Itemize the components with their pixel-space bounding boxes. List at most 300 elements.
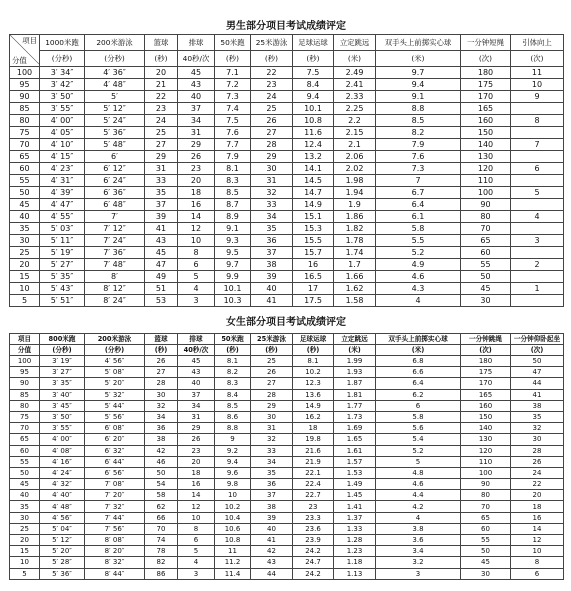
value-cell: 10.8 xyxy=(215,535,251,546)
value-cell: 140 xyxy=(461,423,511,434)
boys-column-header: 立定跳远 xyxy=(334,35,376,51)
value-cell: 1.62 xyxy=(334,283,376,295)
value-cell: 45 xyxy=(178,356,215,367)
value-cell: 6′ 20″ xyxy=(85,434,145,445)
boys-table-row xyxy=(10,223,564,235)
girls-unit-header: (次) xyxy=(511,345,564,356)
value-cell: 7.6 xyxy=(215,127,251,139)
value-cell: 5′ 04″ xyxy=(40,523,85,534)
girls-unit-header: (米) xyxy=(376,345,461,356)
value-cell: 7′ 48″ xyxy=(85,259,145,271)
value-cell: 7′ 20″ xyxy=(85,490,145,501)
value-cell: 14.5 xyxy=(293,175,334,187)
value-cell: 45 xyxy=(461,283,511,295)
girls-table-row xyxy=(10,535,564,546)
value-cell: 19.8 xyxy=(293,434,334,445)
value-cell: 3′ 50″ xyxy=(40,91,85,103)
value-cell: 5′ 35″ xyxy=(40,271,85,283)
value-cell: 6 xyxy=(511,568,564,579)
value-cell: 38 xyxy=(145,434,178,445)
girls-table-row xyxy=(10,378,564,389)
value-cell: 14.1 xyxy=(293,163,334,175)
value-cell: 9.6 xyxy=(215,467,251,478)
value-cell: 39 xyxy=(251,512,293,523)
value-cell: 38 xyxy=(251,259,293,271)
value-cell: 37 xyxy=(251,247,293,259)
value-cell: 36 xyxy=(251,479,293,490)
score-cell: 45 xyxy=(10,199,40,211)
value-cell: 5′ 24″ xyxy=(85,115,145,127)
value-cell: 15.3 xyxy=(293,223,334,235)
value-cell: 17.5 xyxy=(293,295,334,307)
value-cell: 5′ 44″ xyxy=(85,400,145,411)
value-cell: 26 xyxy=(178,434,215,445)
value-cell: 8.8 xyxy=(376,103,461,115)
value-cell: 1.74 xyxy=(334,247,376,259)
score-cell: 90 xyxy=(10,378,40,389)
value-cell: 5.4 xyxy=(376,434,461,445)
boys-column-header: 双手头上前掷实心球 xyxy=(376,35,461,51)
value-cell: 7.4 xyxy=(215,103,251,115)
value-cell: 4′ 24″ xyxy=(40,467,85,478)
value-cell: 41 xyxy=(511,389,564,400)
value-cell: 16.5 xyxy=(293,271,334,283)
value-cell xyxy=(511,223,564,235)
value-cell: 6′ 56″ xyxy=(85,467,145,478)
value-cell xyxy=(511,175,564,187)
value-cell: 5′ 43″ xyxy=(40,283,85,295)
value-cell: 14 xyxy=(178,490,215,501)
boys-column-header: 50米跑 xyxy=(215,35,251,51)
value-cell: 175 xyxy=(461,79,511,91)
value-cell: 29 xyxy=(251,151,293,163)
boys-table-row xyxy=(10,115,564,127)
value-cell: 50 xyxy=(461,271,511,283)
girls-table-row xyxy=(10,445,564,456)
value-cell: 9.5 xyxy=(215,247,251,259)
value-cell: 9.9 xyxy=(215,271,251,283)
boys-unit-header: 40秒/次 xyxy=(178,51,215,67)
value-cell: 4 xyxy=(511,211,564,223)
value-cell: 4′ 40″ xyxy=(40,490,85,501)
boys-column-header: 200米游泳 xyxy=(85,35,145,51)
value-cell: 28 xyxy=(251,389,293,400)
girls-table-row xyxy=(10,356,564,367)
boys-unit-header: (秒) xyxy=(251,51,293,67)
value-cell: 10 xyxy=(178,235,215,247)
score-cell: 20 xyxy=(10,259,40,271)
value-cell: 43 xyxy=(178,79,215,91)
value-cell xyxy=(511,271,564,283)
value-cell: 3′ 42″ xyxy=(40,79,85,91)
value-cell: 5′ 27″ xyxy=(40,259,85,271)
value-cell: 1.49 xyxy=(334,479,376,490)
score-cell: 100 xyxy=(10,67,40,79)
value-cell: 28 xyxy=(251,139,293,151)
value-cell: 11.4 xyxy=(215,568,251,579)
value-cell: 23 xyxy=(293,501,334,512)
value-cell: 4.4 xyxy=(376,490,461,501)
value-cell: 8.1 xyxy=(215,356,251,367)
value-cell: 36 xyxy=(145,423,178,434)
value-cell: 4′ 23″ xyxy=(40,163,85,175)
score-cell: 30 xyxy=(10,512,40,523)
value-cell: 6 xyxy=(178,535,215,546)
value-cell: 16 xyxy=(511,512,564,523)
value-cell: 4.6 xyxy=(376,271,461,283)
score-cell: 25 xyxy=(10,247,40,259)
value-cell: 4.8 xyxy=(376,467,461,478)
value-cell: 14 xyxy=(511,523,564,534)
girls-table-row xyxy=(10,389,564,400)
score-cell: 50 xyxy=(10,187,40,199)
value-cell: 58 xyxy=(145,490,178,501)
value-cell: 16 xyxy=(178,199,215,211)
value-cell: 31 xyxy=(251,423,293,434)
boys-unit-header: (米) xyxy=(376,51,461,67)
value-cell: 70 xyxy=(461,501,511,512)
value-cell: 16 xyxy=(293,259,334,271)
value-cell: 5′ 36″ xyxy=(85,127,145,139)
value-cell: 4 xyxy=(376,295,461,307)
boys-table-row xyxy=(10,235,564,247)
value-cell: 6′ 36″ xyxy=(85,187,145,199)
value-cell: 34 xyxy=(251,456,293,467)
value-cell: 80 xyxy=(461,211,511,223)
value-cell: 1.77 xyxy=(334,400,376,411)
score-cell: 10 xyxy=(10,557,40,568)
value-cell: 22 xyxy=(251,67,293,79)
value-cell: 110 xyxy=(461,175,511,187)
value-cell: 3′ 45″ xyxy=(40,400,85,411)
value-cell: 4′ 48″ xyxy=(85,79,145,91)
value-cell: 39 xyxy=(145,211,178,223)
value-cell: 2.33 xyxy=(334,91,376,103)
value-cell: 5 xyxy=(376,456,461,467)
value-cell: 6′ 12″ xyxy=(85,163,145,175)
value-cell: 7′ xyxy=(85,211,145,223)
value-cell: 7.2 xyxy=(215,79,251,91)
value-cell: 180 xyxy=(461,67,511,79)
value-cell: 9.4 xyxy=(376,79,461,91)
value-cell: 6.1 xyxy=(376,211,461,223)
girls-table-row xyxy=(10,523,564,534)
boys-table-row xyxy=(10,163,564,175)
value-cell: 46 xyxy=(145,456,178,467)
value-cell: 5′ 08″ xyxy=(85,367,145,378)
value-cell: 29 xyxy=(145,151,178,163)
value-cell: 8.9 xyxy=(215,211,251,223)
value-cell: 12 xyxy=(511,535,564,546)
value-cell: 43 xyxy=(251,557,293,568)
value-cell: 5′ 51″ xyxy=(40,295,85,307)
value-cell: 130 xyxy=(461,434,511,445)
value-cell: 4′ 56″ xyxy=(85,356,145,367)
value-cell: 10 xyxy=(511,546,564,557)
value-cell: 10 xyxy=(215,490,251,501)
value-cell: 2.06 xyxy=(334,151,376,163)
value-cell: 8.1 xyxy=(215,163,251,175)
value-cell: 30 xyxy=(511,434,564,445)
value-cell: 4′ 55″ xyxy=(40,211,85,223)
value-cell: 1.69 xyxy=(334,423,376,434)
value-cell: 3.4 xyxy=(376,546,461,557)
value-cell: 6′ 08″ xyxy=(85,423,145,434)
score-cell: 60 xyxy=(10,445,40,456)
value-cell xyxy=(511,247,564,259)
value-cell: 1.37 xyxy=(334,512,376,523)
value-cell: 4′ 47″ xyxy=(40,199,85,211)
value-cell: 8.8 xyxy=(215,423,251,434)
girls-unit-header: (次) xyxy=(461,345,511,356)
value-cell: 175 xyxy=(461,367,511,378)
boys-unit-header: (米) xyxy=(334,51,376,67)
score-cell: 15 xyxy=(10,271,40,283)
girls-table-row xyxy=(10,367,564,378)
value-cell: 5.8 xyxy=(376,411,461,422)
value-cell: 3.8 xyxy=(376,523,461,534)
value-cell: 45 xyxy=(461,557,511,568)
value-cell: 5′ 32″ xyxy=(85,389,145,400)
value-cell: 20 xyxy=(145,67,178,79)
value-cell: 12.4 xyxy=(293,139,334,151)
value-cell xyxy=(511,295,564,307)
value-cell: 5.2 xyxy=(376,445,461,456)
value-cell: 14.9 xyxy=(293,400,334,411)
value-cell: 1.73 xyxy=(334,411,376,422)
value-cell: 1.41 xyxy=(334,501,376,512)
value-cell: 15.1 xyxy=(293,211,334,223)
value-cell: 100 xyxy=(461,467,511,478)
value-cell: 65 xyxy=(461,235,511,247)
value-cell: 20 xyxy=(178,175,215,187)
boys-column-header: 1000米跑 xyxy=(40,35,85,51)
value-cell: 5′ xyxy=(85,91,145,103)
value-cell: 1.13 xyxy=(334,568,376,579)
value-cell: 3′ 19″ xyxy=(40,356,85,367)
value-cell: 1.78 xyxy=(334,235,376,247)
boys-column-header: 排球 xyxy=(178,35,215,51)
value-cell: 4 xyxy=(376,512,461,523)
value-cell: 7.3 xyxy=(215,91,251,103)
value-cell: 6.7 xyxy=(376,187,461,199)
boys-table-row xyxy=(10,91,564,103)
boys-table-row xyxy=(10,211,564,223)
value-cell: 7.6 xyxy=(376,151,461,163)
value-cell: 40 xyxy=(178,378,215,389)
value-cell: 6 xyxy=(376,400,461,411)
girls-table-row xyxy=(10,467,564,478)
value-cell: 4′ 00″ xyxy=(40,434,85,445)
value-cell: 26 xyxy=(145,356,178,367)
score-cell: 65 xyxy=(10,151,40,163)
value-cell: 65 xyxy=(461,512,511,523)
value-cell: 1.81 xyxy=(334,389,376,400)
value-cell: 32 xyxy=(145,400,178,411)
value-cell: 80 xyxy=(461,490,511,501)
value-cell: 8′ 24″ xyxy=(85,295,145,307)
value-cell: 8 xyxy=(511,115,564,127)
value-cell: 7.3 xyxy=(376,163,461,175)
score-cell: 40 xyxy=(10,490,40,501)
value-cell: 18 xyxy=(178,187,215,199)
value-cell: 74 xyxy=(145,535,178,546)
value-cell: 7′ 12″ xyxy=(85,223,145,235)
value-cell: 4 xyxy=(178,557,215,568)
value-cell: 3′ 34″ xyxy=(40,67,85,79)
value-cell: 30 xyxy=(461,295,511,307)
value-cell: 8.5 xyxy=(376,115,461,127)
value-cell: 1.45 xyxy=(334,490,376,501)
value-cell: 31 xyxy=(178,127,215,139)
value-cell: 8.6 xyxy=(215,411,251,422)
value-cell: 9.4 xyxy=(293,91,334,103)
value-cell: 37 xyxy=(178,389,215,400)
value-cell: 8.3 xyxy=(215,378,251,389)
boys-unit-header: (分秒) xyxy=(40,51,85,67)
boys-header-row-1 xyxy=(10,35,564,51)
value-cell: 1.61 xyxy=(334,445,376,456)
girls-table-title: 女生部分项目考试成绩评定 xyxy=(226,317,346,328)
value-cell: 22.1 xyxy=(293,467,334,478)
girls-unit-header: 40秒/次 xyxy=(178,345,215,356)
value-cell: 1.33 xyxy=(334,523,376,534)
value-cell: 37 xyxy=(251,490,293,501)
boys-table-row xyxy=(10,175,564,187)
value-cell: 22 xyxy=(145,91,178,103)
value-cell: 62 xyxy=(145,501,178,512)
value-cell: 8′ 20″ xyxy=(85,546,145,557)
boys-table-title: 男生部分项目考试成绩评定 xyxy=(226,21,346,32)
value-cell: 4′ 48″ xyxy=(40,501,85,512)
value-cell xyxy=(511,199,564,211)
corner-label-score: 分值 xyxy=(12,56,27,65)
value-cell: 4′ 31″ xyxy=(40,175,85,187)
value-cell: 8′ xyxy=(85,271,145,283)
value-cell: 86 xyxy=(145,568,178,579)
value-cell: 1.86 xyxy=(334,211,376,223)
score-cell: 35 xyxy=(10,223,40,235)
score-cell: 85 xyxy=(10,103,40,115)
value-cell: 8.2 xyxy=(215,367,251,378)
score-cell: 100 xyxy=(10,356,40,367)
value-cell: 165 xyxy=(461,103,511,115)
value-cell: 5′ 36″ xyxy=(40,568,85,579)
value-cell: 6.4 xyxy=(376,378,461,389)
value-cell: 70 xyxy=(145,523,178,534)
value-cell: 4′ 05″ xyxy=(40,127,85,139)
girls-header-row-1 xyxy=(10,334,564,345)
value-cell: 23 xyxy=(251,79,293,91)
value-cell: 4.6 xyxy=(376,479,461,490)
value-cell: 45 xyxy=(145,247,178,259)
value-cell: 40 xyxy=(178,91,215,103)
girls-table-row xyxy=(10,423,564,434)
value-cell: 25 xyxy=(251,103,293,115)
value-cell: 5 xyxy=(511,187,564,199)
value-cell: 38 xyxy=(511,400,564,411)
value-cell: 3′ 50″ xyxy=(40,411,85,422)
value-cell: 13.6 xyxy=(293,389,334,400)
value-cell: 100 xyxy=(461,187,511,199)
value-cell: 10.8 xyxy=(293,115,334,127)
score-cell: 5 xyxy=(10,295,40,307)
value-cell: 2.1 xyxy=(334,139,376,151)
boys-table-row xyxy=(10,103,564,115)
value-cell: 34 xyxy=(145,411,178,422)
value-cell: 20 xyxy=(178,456,215,467)
value-cell: 1.18 xyxy=(334,557,376,568)
value-cell: 3 xyxy=(511,235,564,247)
value-cell: 6.8 xyxy=(376,356,461,367)
value-cell: 9.4 xyxy=(215,456,251,467)
value-cell: 36 xyxy=(251,235,293,247)
value-cell: 1.23 xyxy=(334,546,376,557)
value-cell: 43 xyxy=(178,367,215,378)
value-cell: 150 xyxy=(461,411,511,422)
score-cell: 35 xyxy=(10,501,40,512)
value-cell: 9.2 xyxy=(215,445,251,456)
boys-unit-header: (次) xyxy=(511,51,564,67)
value-cell: 40 xyxy=(251,523,293,534)
value-cell: 7′ 08″ xyxy=(85,479,145,490)
value-cell: 70 xyxy=(461,223,511,235)
girls-unit-header: 分值 xyxy=(10,345,40,356)
value-cell: 6′ xyxy=(85,151,145,163)
value-cell: 11 xyxy=(215,546,251,557)
value-cell: 7.9 xyxy=(376,139,461,151)
value-cell: 170 xyxy=(461,91,511,103)
value-cell: 9 xyxy=(511,91,564,103)
value-cell: 25 xyxy=(251,356,293,367)
score-cell: 70 xyxy=(10,423,40,434)
value-cell: 54 xyxy=(145,479,178,490)
girls-unit-header: (米) xyxy=(334,345,376,356)
value-cell: 10 xyxy=(511,79,564,91)
value-cell: 24 xyxy=(145,115,178,127)
score-cell: 90 xyxy=(10,91,40,103)
boys-column-header: 25米游泳 xyxy=(251,35,293,51)
value-cell: 32 xyxy=(511,423,564,434)
value-cell: 47 xyxy=(145,259,178,271)
value-cell: 170 xyxy=(461,378,511,389)
value-cell: 40 xyxy=(251,283,293,295)
value-cell: 18 xyxy=(178,467,215,478)
score-cell: 55 xyxy=(10,175,40,187)
value-cell: 7.5 xyxy=(293,67,334,79)
girls-table-row xyxy=(10,400,564,411)
value-cell: 32 xyxy=(251,187,293,199)
boys-header-row-2 xyxy=(10,51,564,67)
girls-column-header: 项目 xyxy=(10,334,40,345)
score-cell: 80 xyxy=(10,115,40,127)
value-cell: 1.94 xyxy=(334,187,376,199)
value-cell: 26 xyxy=(251,115,293,127)
value-cell: 1.53 xyxy=(334,467,376,478)
value-cell: 5.6 xyxy=(376,423,461,434)
value-cell: 8.5 xyxy=(215,187,251,199)
value-cell: 3 xyxy=(376,568,461,579)
value-cell: 7.9 xyxy=(215,151,251,163)
value-cell: 31 xyxy=(178,411,215,422)
value-cell: 33 xyxy=(145,175,178,187)
value-cell: 10.3 xyxy=(215,295,251,307)
value-cell: 31 xyxy=(145,163,178,175)
value-cell: 17 xyxy=(293,283,334,295)
value-cell: 8 xyxy=(511,557,564,568)
value-cell: 41 xyxy=(251,295,293,307)
girls-unit-header: (分秒) xyxy=(40,345,85,356)
